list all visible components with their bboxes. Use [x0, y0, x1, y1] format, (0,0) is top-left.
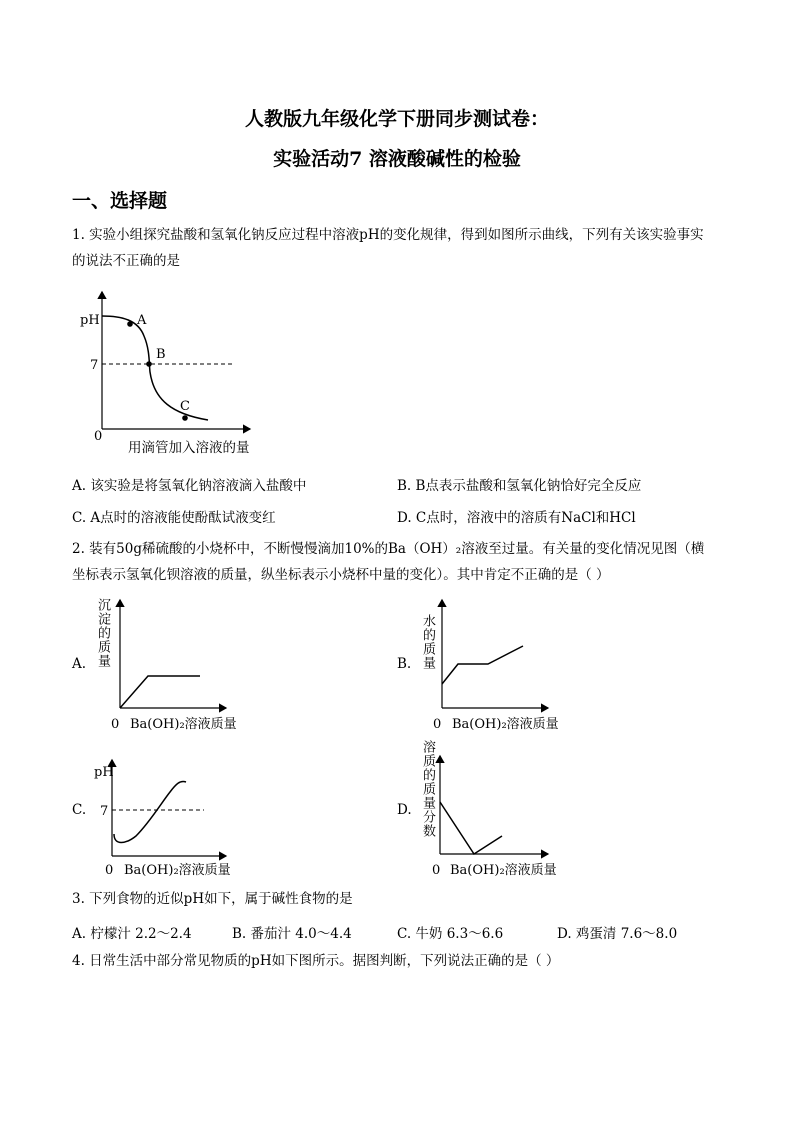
q1-ph-curve-figure	[72, 284, 292, 459]
q2-graph-a	[108, 596, 248, 736]
q2-b-y-label: 水的质量	[420, 614, 435, 670]
q2-graph-b	[428, 596, 568, 736]
q2-d-curve	[440, 802, 502, 854]
q2-stem-line2: 坐标表示氢氧化钡溶液的质量，纵坐标表示小烧杯中量的变化）。其中肯定不正确的是（ ）	[72, 567, 610, 583]
q3-option-d[interactable]: D. 鸡蛋清 7.6～8.0	[557, 926, 678, 942]
q1-stem	[72, 222, 722, 274]
q2-b-curve	[442, 646, 523, 684]
q2-a-y-label: 沉淀的质量	[95, 598, 110, 668]
q1-y-label: pH	[80, 313, 100, 328]
q2-stem	[72, 536, 722, 588]
q2-graph-d	[426, 752, 566, 880]
q2-d-x-label: Ba(OH)₂溶液质量	[450, 863, 557, 878]
q2-d-origin: 0	[432, 863, 441, 878]
q2-b-origin: 0	[433, 717, 442, 732]
q2-c-x-label: Ba(OH)₂溶液质量	[124, 863, 231, 878]
section-heading: 一、选择题	[72, 190, 168, 212]
q2-option-d-letter[interactable]: D.	[397, 802, 412, 818]
q2-c-y-tick-7: 7	[100, 804, 109, 819]
page-title: 人教版九年级化学下册同步测试卷：	[244, 108, 549, 130]
q1-option-b[interactable]: B. B点表示盐酸和氢氧化钠恰好完全反应	[397, 478, 642, 494]
q2-option-b-letter[interactable]: B.	[397, 656, 412, 672]
q1-point-c-label: C	[180, 399, 190, 414]
q1-option-c[interactable]: C. A点时的溶液能使酚酞试液变红	[72, 510, 276, 526]
q2-b-x-label: Ba(OH)₂溶液质量	[452, 717, 559, 732]
q1-stem-line2: 的说法不正确的是	[72, 253, 180, 269]
q2-stem-line1: 2. 装有50g稀硫酸的小烧杯中，不断慢慢滴加10%的Ba（OH）₂溶液至过量。有关量的变化情况见图（横	[72, 541, 705, 557]
q1-ph-curve	[102, 316, 208, 420]
q3-option-a[interactable]: A. 柠檬汁 2.2～2.4	[72, 926, 192, 942]
q1-origin-label: 0	[94, 429, 103, 444]
q1-point-a-label: A	[137, 313, 147, 328]
q3-option-c[interactable]: C. 牛奶 6.3～6.6	[397, 926, 504, 942]
q1-option-a[interactable]: A. 该实验是将氢氧化钠溶液滴入盐酸中	[72, 478, 307, 494]
q2-option-a-letter[interactable]: A.	[72, 656, 87, 672]
q2-c-y-label: pH	[94, 765, 114, 780]
q1-option-d[interactable]: D. C点时，溶液中的溶质有NaCl和HCl	[397, 510, 636, 526]
q2-d-y-label: 溶质的质量分数	[420, 740, 435, 838]
q2-c-curve	[114, 781, 186, 842]
q4-stem: 4. 日常生活中部分常见物质的pH如下图所示。据图判断，下列说法正确的是（ ）	[72, 953, 560, 969]
q2-a-x-label: Ba(OH)₂溶液质量	[130, 717, 237, 732]
q1-point-a-dot	[127, 321, 133, 327]
q2-graph-c	[90, 752, 250, 880]
q1-y-tick-7: 7	[90, 358, 99, 373]
q2-option-c-letter[interactable]: C.	[72, 802, 87, 818]
q1-point-b-label: B	[156, 347, 166, 362]
q1-point-b-dot	[146, 361, 152, 367]
q2-a-origin: 0	[111, 717, 120, 732]
page-subtitle: 实验活动7 溶液酸碱性的检验	[273, 148, 521, 170]
q2-c-origin: 0	[105, 863, 114, 878]
q3-option-b[interactable]: B. 番茄汁 4.0～4.4	[232, 926, 352, 942]
q3-stem: 3. 下列食物的近似pH如下，属于碱性食物的是	[72, 891, 353, 907]
q1-point-c-dot	[182, 415, 188, 421]
q2-a-curve	[120, 676, 200, 708]
q1-x-label: 用滴管加入溶液的量	[128, 440, 250, 456]
q1-stem-line1: 1. 实验小组探究盐酸和氢氧化钠反应过程中溶液pH的变化规律，得到如图所示曲线，下列有关该实验事实	[72, 227, 704, 243]
